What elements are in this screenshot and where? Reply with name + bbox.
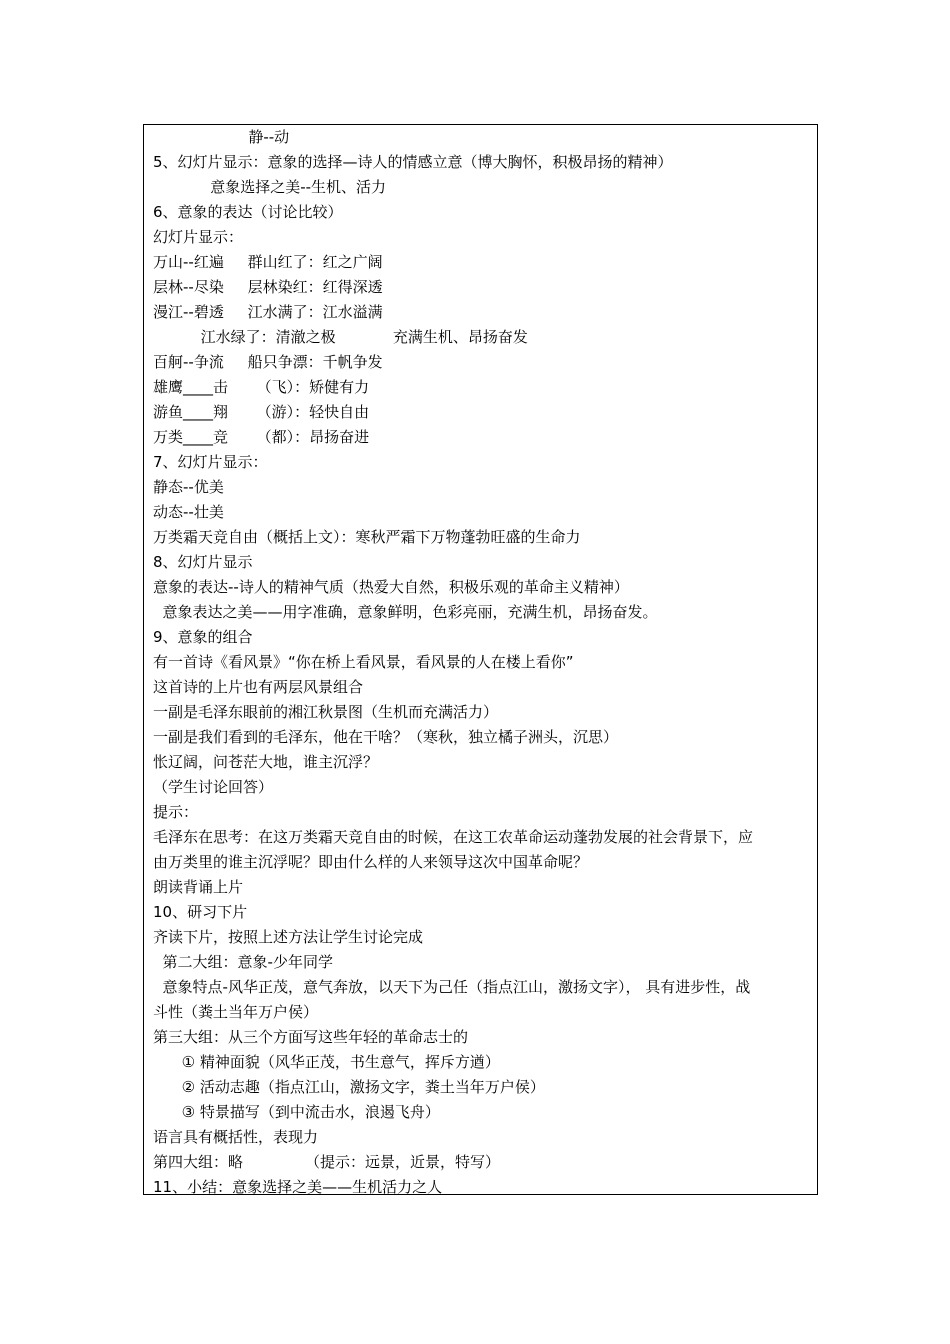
text-line: ② 活动志趣（指点江山，激扬文字，粪土当年万户侯） — [153, 1078, 545, 1096]
text-line: 语言具有概括性，表现力 — [153, 1128, 319, 1146]
text-line: 幻灯片显示： — [153, 228, 244, 246]
text-line: 8、幻灯片显示 — [153, 553, 253, 571]
text-line: 由万类里的谁主沉浮呢？即由什么样的人来领导这次中国革命呢？ — [153, 853, 589, 871]
text-line: 提示： — [153, 803, 199, 821]
text-line: 毛泽东在思考：在这万类霜天竞自由的时候，在这工农革命运动蓬勃发展的社会背景下，应 — [153, 828, 754, 846]
text-line: 意象的表达--诗人的精神气质（热爱大自然，积极乐观的革命主义精神） — [153, 578, 629, 596]
text-line: 意象选择之美--生机、活力 — [153, 178, 387, 196]
text-line: 江水绿了：清澈之极 充满生机、昂扬奋发 — [153, 328, 528, 346]
text-line: ③ 特景描写（到中流击水，浪遏飞舟） — [153, 1103, 440, 1121]
text-line: 朗读背诵上片 — [153, 878, 244, 896]
text-line: 意象特点-风华正茂，意气奔放，以天下为己任（指点江山，激扬文字）， 具有进步性，战 — [153, 978, 751, 996]
text-line: 怅辽阔，问苍茫大地，谁主沉浮？ — [153, 753, 379, 771]
text-line: 9、意象的组合 — [153, 628, 253, 646]
text-line: 6、意象的表达（讨论比较） — [153, 203, 343, 221]
text-line: 百舸--争流 船只争漂：千帆争发 — [153, 353, 383, 371]
text-line: （学生讨论回答） — [153, 778, 274, 796]
text-line: 10、研习下片 — [153, 903, 248, 921]
text-line: 万类霜天竞自由（概括上文）：寒秋严霜下万物蓬勃旺盛的生命力 — [153, 528, 581, 546]
text-line: 这首诗的上片也有两层风景组合 — [153, 678, 364, 696]
text-line: 层林--尽染 层林染红：红得深透 — [153, 278, 383, 296]
text-line: 意象表达之美——用字准确，意象鲜明，色彩亮丽，充满生机，昂扬奋发。 — [153, 603, 658, 621]
text-line: ① 精神面貌（风华正茂，书生意气，挥斥方遒） — [153, 1053, 500, 1071]
text-line: 一副是毛泽东眼前的湘江秋景图（生机而充满活力） — [153, 703, 499, 721]
text-line: 斗性（粪土当年万户侯） — [153, 1003, 319, 1021]
text-line: 静--动 — [153, 128, 290, 146]
text-line: 万山--红遍 群山红了：红之广阔 — [153, 253, 383, 271]
text-line: 有一首诗《看风景》“你在桥上看风景，看风景的人在楼上看你” — [153, 653, 574, 671]
text-line: 漫江--碧透 江水满了：江水溢满 — [153, 303, 383, 321]
text-line: 第四大组：略 （提示：远景，近景，特写） — [153, 1153, 500, 1171]
text-line: 齐读下片，按照上述方法让学生讨论完成 — [153, 928, 424, 946]
text-line: 5、幻灯片显示：意象的选择—诗人的情感立意（博大胸怀，积极昂扬的精神） — [153, 153, 673, 171]
text-line: 第二大组：意象-少年同学 — [153, 953, 333, 971]
text-line: 万类____竞 （都）：昂扬奋进 — [153, 428, 370, 446]
text-line: 雄鹰____击 （飞）：矫健有力 — [153, 378, 370, 396]
text-line: 动态--壮美 — [153, 503, 224, 521]
text-line: 第三大组：从三个方面写这些年轻的革命志士的 — [153, 1028, 469, 1046]
text-line: 11、小结：意象选择之美——生机活力之人 — [153, 1178, 443, 1196]
text-line: 静态--优美 — [153, 478, 224, 496]
text-line: 一副是我们看到的毛泽东，他在干啥？（寒秋，独立橘子洲头，沉思） — [153, 728, 619, 746]
text-line: 7、幻灯片显示： — [153, 453, 268, 471]
text-line: 游鱼____翔 （游）：轻快自由 — [153, 403, 370, 421]
